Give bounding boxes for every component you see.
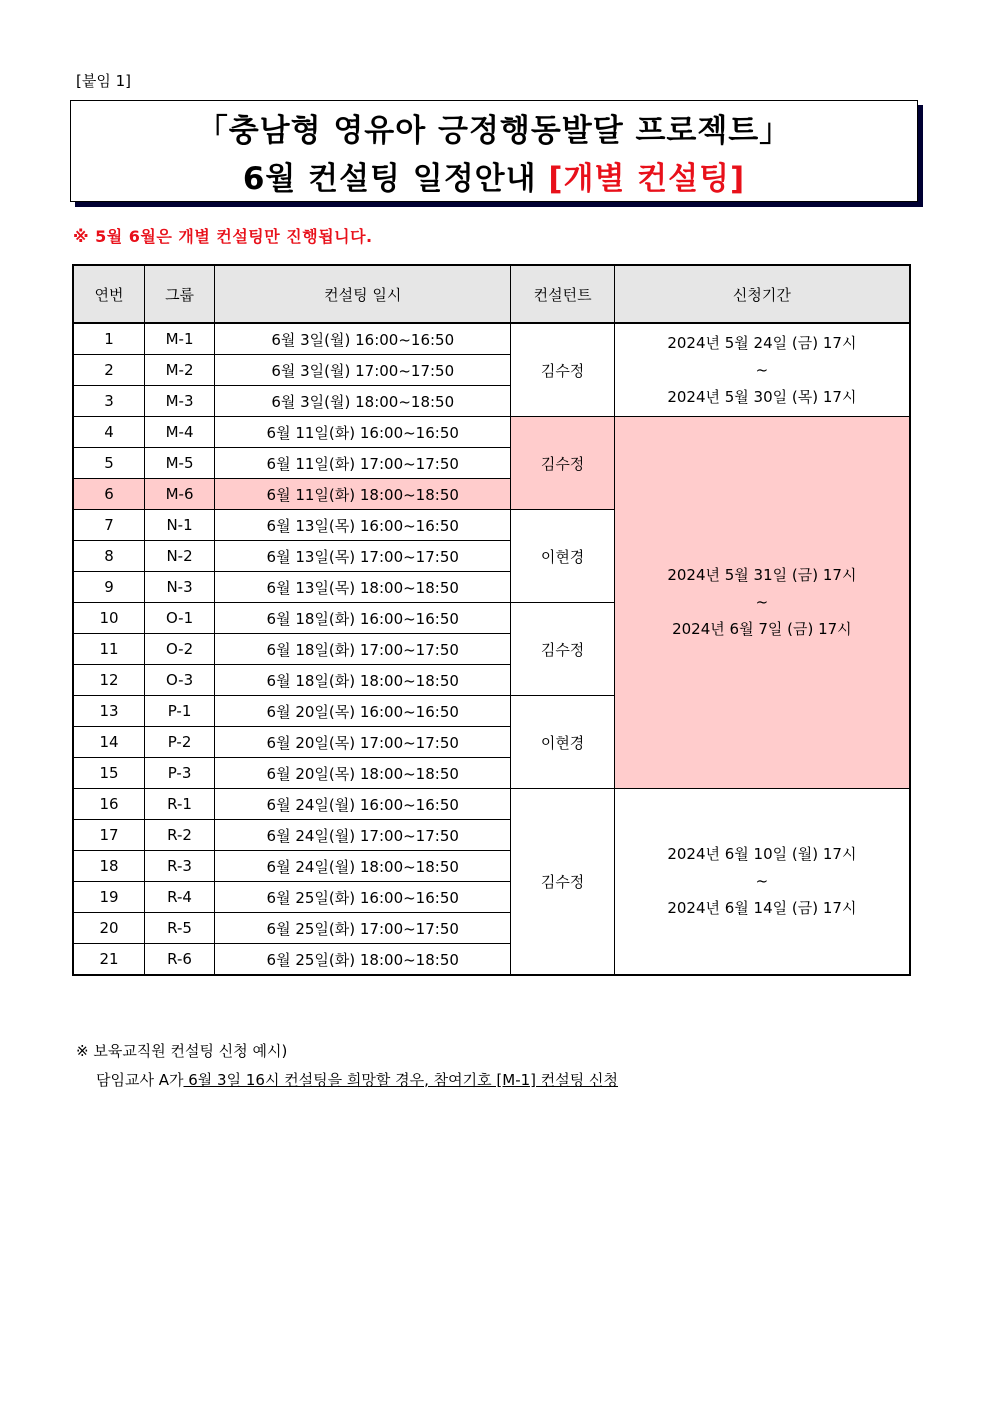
period-end: 2024년 6월 14일 (금) 17시	[667, 899, 857, 917]
cell-no: 11	[73, 634, 145, 665]
cell-no: 18	[73, 851, 145, 882]
cell-group: P-3	[145, 758, 215, 789]
cell-datetime: 6월 24일(월) 16:00~16:50	[215, 789, 511, 820]
cell-no: 13	[73, 696, 145, 727]
period-sep: ~	[755, 872, 769, 890]
cell-group: R-5	[145, 913, 215, 944]
cell-group: M-4	[145, 417, 215, 448]
cell-group: R-2	[145, 820, 215, 851]
cell-consultant: 이현경	[511, 696, 614, 789]
cell-group: M-5	[145, 448, 215, 479]
cell-group: N-2	[145, 541, 215, 572]
cell-datetime: 6월 18일(화) 18:00~18:50	[215, 665, 511, 696]
cell-group: R-1	[145, 789, 215, 820]
cell-datetime: 6월 25일(화) 17:00~17:50	[215, 913, 511, 944]
cell-datetime: 6월 20일(목) 16:00~16:50	[215, 696, 511, 727]
cell-no: 4	[73, 417, 145, 448]
title-box	[70, 100, 918, 202]
cell-group: O-2	[145, 634, 215, 665]
cell-group: R-6	[145, 944, 215, 976]
cell-no: 14	[73, 727, 145, 758]
cell-consultant: 이현경	[511, 510, 614, 603]
period-end: 2024년 5월 30일 (목) 17시	[667, 387, 857, 406]
cell-consultant: 김수정	[511, 323, 614, 417]
cell-no: 1	[73, 323, 145, 355]
period-start: 2024년 6월 10일 (월) 17시	[667, 845, 857, 863]
period-sep: ~	[755, 593, 769, 611]
header-consultant: 컨설턴트	[511, 265, 614, 323]
header-no: 연번	[73, 265, 145, 323]
cell-consultant: 김수정	[511, 603, 614, 696]
table-row	[73, 323, 910, 355]
cell-group: O-1	[145, 603, 215, 634]
cell-datetime: 6월 20일(목) 17:00~17:50	[215, 727, 511, 758]
cell-no: 7	[73, 510, 145, 541]
cell-no: 20	[73, 913, 145, 944]
cell-consultant: 김수정	[511, 417, 614, 510]
cell-datetime: 6월 3일(월) 18:00~18:50	[215, 386, 511, 417]
cell-group: P-1	[145, 696, 215, 727]
cell-no: 8	[73, 541, 145, 572]
cell-no: 21	[73, 944, 145, 976]
table-header-row	[73, 265, 910, 323]
period-start: 2024년 5월 24일 (금) 17시	[667, 333, 857, 352]
cell-period	[614, 789, 910, 976]
cell-datetime: 6월 18일(화) 17:00~17:50	[215, 634, 511, 665]
cell-no: 3	[73, 386, 145, 417]
header-period: 신청기간	[614, 265, 910, 323]
table-row	[73, 789, 910, 820]
cell-consultant: 김수정	[511, 789, 614, 976]
footer-line-1: ※ 보육교직원 컨설팅 신청 예시)	[76, 1042, 288, 1060]
table-body	[73, 323, 910, 975]
cell-no: 15	[73, 758, 145, 789]
cell-datetime: 6월 11일(화) 18:00~18:50	[215, 479, 511, 510]
title-main: 6월 컨설팅 일정안내	[242, 161, 549, 197]
cell-datetime: 6월 13일(목) 16:00~16:50	[215, 510, 511, 541]
cell-no: 19	[73, 882, 145, 913]
cell-datetime: 6월 24일(월) 18:00~18:50	[215, 851, 511, 882]
cell-group: M-6	[145, 479, 215, 510]
cell-period	[614, 323, 910, 417]
footer-prefix: 담임교사 A가	[96, 1071, 184, 1089]
cell-no: 9	[73, 572, 145, 603]
cell-datetime: 6월 24일(월) 17:00~17:50	[215, 820, 511, 851]
title-line-1: 「충남형 영유아 긍정행동발달 프로젝트」	[196, 113, 792, 149]
cell-group: M-3	[145, 386, 215, 417]
period-end: 2024년 6월 7일 (금) 17시	[672, 620, 852, 638]
cell-datetime: 6월 3일(월) 17:00~17:50	[215, 355, 511, 386]
cell-period	[614, 417, 910, 789]
cell-datetime: 6월 25일(화) 16:00~16:50	[215, 882, 511, 913]
cell-no: 5	[73, 448, 145, 479]
footer-line-2	[96, 1069, 618, 1090]
period-sep: ~	[755, 360, 769, 379]
cell-group: N-3	[145, 572, 215, 603]
cell-no: 2	[73, 355, 145, 386]
notice: ※ 5월 6월은 개별 컨설팅만 진행됩니다.	[73, 227, 373, 246]
header-group: 그룹	[145, 265, 215, 323]
cell-group: R-3	[145, 851, 215, 882]
cell-no: 10	[73, 603, 145, 634]
cell-group: M-2	[145, 355, 215, 386]
cell-group: O-3	[145, 665, 215, 696]
cell-no: 6	[73, 479, 145, 510]
cell-group: M-1	[145, 323, 215, 355]
cell-datetime: 6월 13일(목) 18:00~18:50	[215, 572, 511, 603]
cell-no: 16	[73, 789, 145, 820]
cell-datetime: 6월 18일(화) 16:00~16:50	[215, 603, 511, 634]
cell-datetime: 6월 25일(화) 18:00~18:50	[215, 944, 511, 976]
schedule-table	[72, 264, 911, 976]
header-datetime: 컨설팅 일시	[215, 265, 511, 323]
cell-datetime: 6월 20일(목) 18:00~18:50	[215, 758, 511, 789]
table-row	[73, 417, 910, 448]
title-line-2	[71, 153, 917, 198]
title-highlight: [개별 컨설팅]	[548, 161, 746, 197]
cell-datetime: 6월 3일(월) 16:00~16:50	[215, 323, 511, 355]
cell-group: N-1	[145, 510, 215, 541]
cell-datetime: 6월 13일(목) 17:00~17:50	[215, 541, 511, 572]
footer-underlined: 6월 3일 16시 컨설팅을 희망할 경우, 참여기호 [M-1] 컨설팅 신청	[183, 1071, 619, 1089]
cell-datetime: 6월 11일(화) 16:00~16:50	[215, 417, 511, 448]
cell-group: R-4	[145, 882, 215, 913]
attachment-label: [붙임 1]	[76, 72, 131, 90]
cell-datetime: 6월 11일(화) 17:00~17:50	[215, 448, 511, 479]
period-start: 2024년 5월 31일 (금) 17시	[667, 566, 857, 584]
cell-no: 17	[73, 820, 145, 851]
cell-group: P-2	[145, 727, 215, 758]
cell-no: 12	[73, 665, 145, 696]
